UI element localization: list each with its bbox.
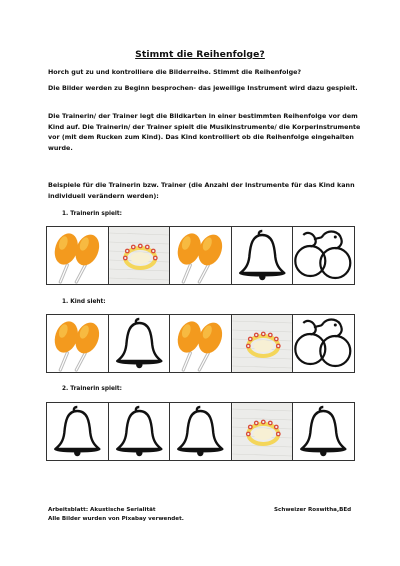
maracas-card bbox=[170, 227, 232, 284]
tambourine-card bbox=[109, 227, 171, 284]
castanets-card bbox=[293, 315, 354, 372]
bell-icon bbox=[109, 403, 170, 460]
castanets-card bbox=[293, 227, 354, 284]
footer-image-credit: Alle Bilder wurden von Pixabay verwendet. bbox=[48, 516, 184, 522]
tambourine-card bbox=[232, 315, 294, 372]
tambourine-icon bbox=[232, 315, 293, 372]
maracas-icon bbox=[47, 227, 108, 284]
bell-icon bbox=[232, 227, 293, 284]
footer-worksheet-title: Arbeitsblatt: Akustische Serialität bbox=[48, 507, 156, 513]
row-1-label: 1. Trainerin spielt: bbox=[62, 211, 122, 217]
bell-card bbox=[170, 403, 232, 460]
tambourine-icon bbox=[232, 403, 293, 460]
maracas-icon bbox=[47, 315, 108, 372]
bell-card bbox=[47, 403, 109, 460]
row-3-label: 2. Trainerin spielt: bbox=[62, 386, 122, 392]
maracas-card bbox=[170, 315, 232, 372]
instruction-paragraph-1: Horch gut zu und kontrolliere die Bilderreihe. Stimmt die Reihenfolge? bbox=[48, 69, 302, 76]
bell-icon bbox=[109, 315, 170, 372]
footer-left bbox=[48, 506, 184, 524]
bell-icon bbox=[293, 403, 354, 460]
maracas-icon bbox=[170, 315, 231, 372]
bell-icon bbox=[47, 403, 108, 460]
bell-icon bbox=[170, 403, 231, 460]
maracas-card bbox=[47, 315, 109, 372]
castanets-icon bbox=[293, 227, 354, 284]
examples-intro: Beispiele für die Trainerin bzw. Trainer (die Anzahl der Instrumente für das Kind kann individuell verändern werden): bbox=[48, 182, 355, 200]
instruction-paragraph-3: Die Trainerin/ der Trainer legt die Bildkarten in einer bestimmten Reihenfolge vor dem Kind auf. Die Trainerin/ der Trainer spielt die Musikinstrumente/ die Korperinstrumente vor (mit dem Rucken zum Kind). Das Kind kontrolliert ob die Reihenfolge eingehalten wurde. bbox=[48, 113, 361, 152]
row-2-label: 1. Kind sieht: bbox=[62, 299, 106, 305]
castanets-icon bbox=[293, 315, 354, 372]
bell-card bbox=[109, 315, 171, 372]
maracas-icon bbox=[170, 227, 231, 284]
footer-author: Schweizer Roswitha,BEd bbox=[274, 507, 352, 513]
bell-card bbox=[232, 227, 294, 284]
picture-row-3 bbox=[46, 402, 355, 461]
page-title: Stimmt die Reihenfolge? bbox=[135, 49, 265, 60]
tambourine-icon bbox=[109, 227, 170, 284]
picture-row-1 bbox=[46, 226, 355, 285]
bell-card bbox=[109, 403, 171, 460]
tambourine-card bbox=[232, 403, 294, 460]
maracas-card bbox=[47, 227, 109, 284]
picture-row-2 bbox=[46, 314, 355, 373]
instruction-paragraph-2: Die Bilder werden zu Beginn besprochen- das jeweilige Instrument wird dazu gespielt. bbox=[48, 85, 358, 92]
bell-card bbox=[293, 403, 354, 460]
